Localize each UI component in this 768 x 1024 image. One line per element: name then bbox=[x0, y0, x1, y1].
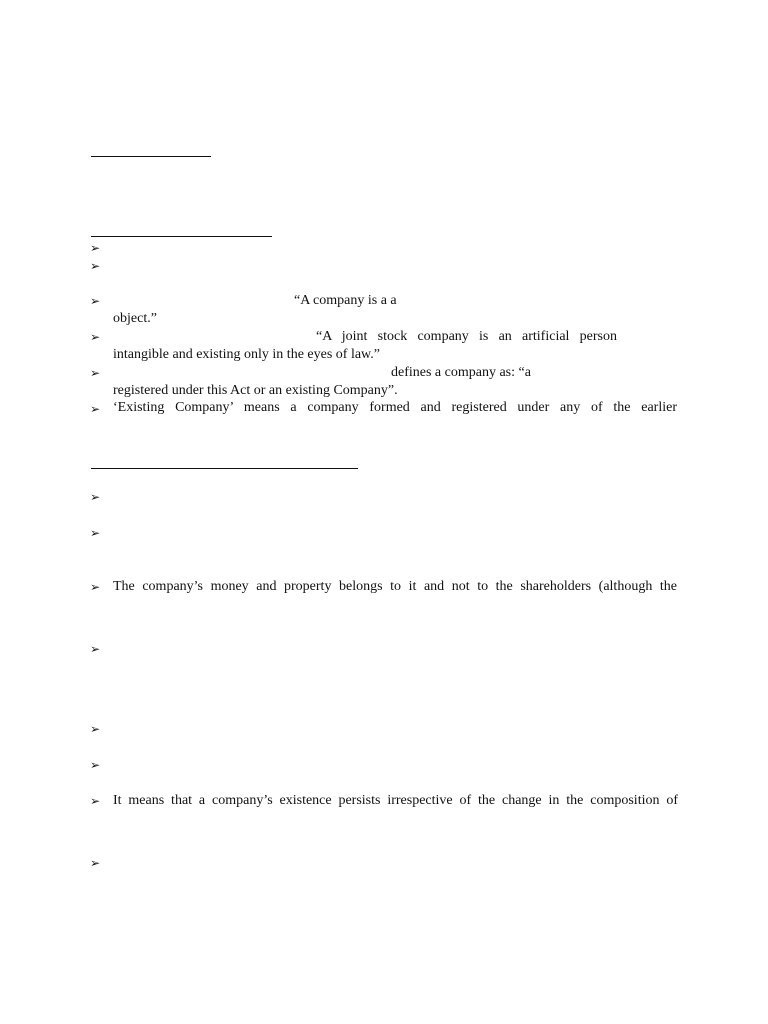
definition-quote-1: “A company is a a bbox=[294, 293, 397, 308]
bullet-icon: ➢ bbox=[90, 294, 101, 308]
heading-rule-2 bbox=[91, 236, 272, 237]
bullet-icon: ➢ bbox=[90, 642, 101, 656]
heading-rule-3 bbox=[91, 468, 358, 469]
definition-quote-3-cont: registered under this Act or an existing Company”. bbox=[113, 383, 398, 398]
bullet-icon: ➢ bbox=[90, 758, 101, 772]
definition-quote-2-cont: intangible and existing only in the eyes of law.” bbox=[113, 347, 380, 362]
bullet-icon: ➢ bbox=[90, 259, 101, 273]
heading-rule-1 bbox=[91, 156, 211, 157]
existing-company-text: ‘Existing Company’ means a company formed and registered under any of the earlier bbox=[113, 400, 677, 415]
bullet-icon: ➢ bbox=[90, 722, 101, 736]
definition-quote-1-cont: object.” bbox=[113, 311, 157, 326]
bullet-icon: ➢ bbox=[90, 366, 101, 380]
definition-quote-2: “A joint stock company is an artificial person bbox=[316, 329, 617, 344]
bullet-icon: ➢ bbox=[90, 794, 101, 808]
existence-text: It means that a company’s existence persists irrespective of the change in the composition of bbox=[113, 793, 678, 808]
bullet-icon: ➢ bbox=[90, 526, 101, 540]
bullet-icon: ➢ bbox=[90, 856, 101, 870]
bullet-icon: ➢ bbox=[90, 330, 101, 344]
bullet-icon: ➢ bbox=[90, 402, 101, 416]
definition-quote-3: defines a company as: “a bbox=[391, 365, 531, 380]
property-text: The company’s money and property belongs to it and not to the shareholders (although the bbox=[113, 579, 677, 594]
bullet-icon: ➢ bbox=[90, 490, 101, 504]
bullet-icon: ➢ bbox=[90, 241, 101, 255]
bullet-icon: ➢ bbox=[90, 580, 101, 594]
